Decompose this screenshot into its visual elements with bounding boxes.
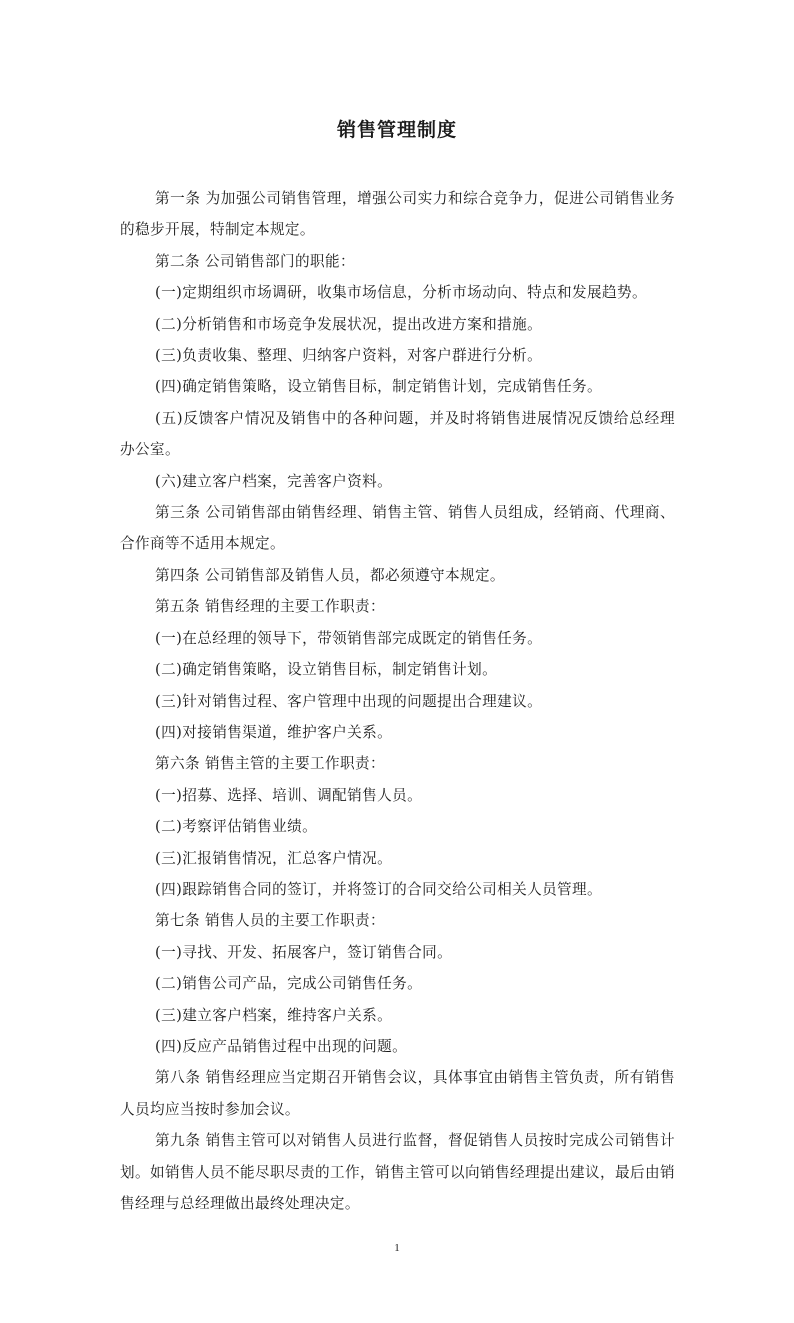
list-item: (三)负责收集、整理、归纳客户资料，对客户群进行分析。 [155,347,543,365]
list-item: (四)对接销售渠道，维护客户关系。 [155,723,393,741]
paragraph-article-6: 第六条 销售主管的主要工作职责： [155,755,385,773]
list-item: (二)考察评估销售业绩。 [155,818,318,836]
document-body [120,183,675,1219]
paragraph-article-8: 第八条 销售经理应当定期召开销售会议，具体事宜由销售主管负责，所有销售人员均应当按时参加会议。 [120,1069,675,1118]
list-item: (三)汇报销售情况，汇总客户情况。 [155,849,393,867]
list-item: (二)确定销售策略，设立销售目标，制定销售计划。 [155,661,498,679]
list-item: (六)建立客户档案，完善客户资料。 [155,472,393,490]
list-item: (一)招募、选择、培训、调配销售人员。 [155,786,423,804]
paragraph-article-3: 第三条 公司销售部由销售经理、销售主管、销售人员组成，经销商、代理商、合作商等不适用本规定。 [120,504,675,553]
list-item: (二)销售公司产品，完成公司销售任务。 [155,975,423,993]
list-item: (一)寻找、开发、拓展客户，签订销售合同。 [155,943,453,961]
list-item: (二)分析销售和市场竞争发展状况，提出改进方案和措施。 [155,315,543,333]
list-item: (一)在总经理的领导下，带领销售部完成既定的销售任务。 [155,629,543,647]
paragraph-article-1: 第一条 为加强公司销售管理，增强公司实力和综合竞争力，促进公司销售业务的稳步开展，特制定本规定。 [120,190,675,239]
paragraph-article-7: 第七条 销售人员的主要工作职责： [155,912,385,930]
page-number: 1 [394,1242,400,1254]
paragraph-article-5: 第五条 销售经理的主要工作职责： [155,598,385,616]
list-item: (三)针对销售过程、客户管理中出现的问题提出合理建议。 [155,692,543,710]
paragraph-article-4: 第四条 公司销售部及销售人员，都必须遵守本规定。 [155,566,505,584]
document-title: 销售管理制度 [336,118,457,141]
paragraph-article-9: 第九条 销售主管可以对销售人员进行监督，督促销售人员按时完成公司销售计划。如销售人员不能尽职尽责的工作，销售主管可以向销售经理提出建议，最后由销售经理与总经理做出最终处理决定。 [120,1132,675,1212]
list-item: (五)反馈客户情况及销售中的各种问题，并及时将销售进展情况反馈给总经理办公室。 [120,409,675,459]
list-item: (三)建立客户档案，维持客户关系。 [155,1006,393,1024]
list-item: (四)确定销售策略，设立销售目标，制定销售计划，完成销售任务。 [155,378,603,396]
paragraph-article-2: 第二条 公司销售部门的职能： [155,252,355,270]
list-item: (四)反应产品销售过程中出现的问题。 [155,1037,408,1055]
list-item: (一)定期组织市场调研，收集市场信息，分析市场动向、特点和发展趋势。 [155,284,648,302]
list-item: (四)跟踪销售合同的签订，并将签订的合同交给公司相关人员管理。 [155,880,603,898]
